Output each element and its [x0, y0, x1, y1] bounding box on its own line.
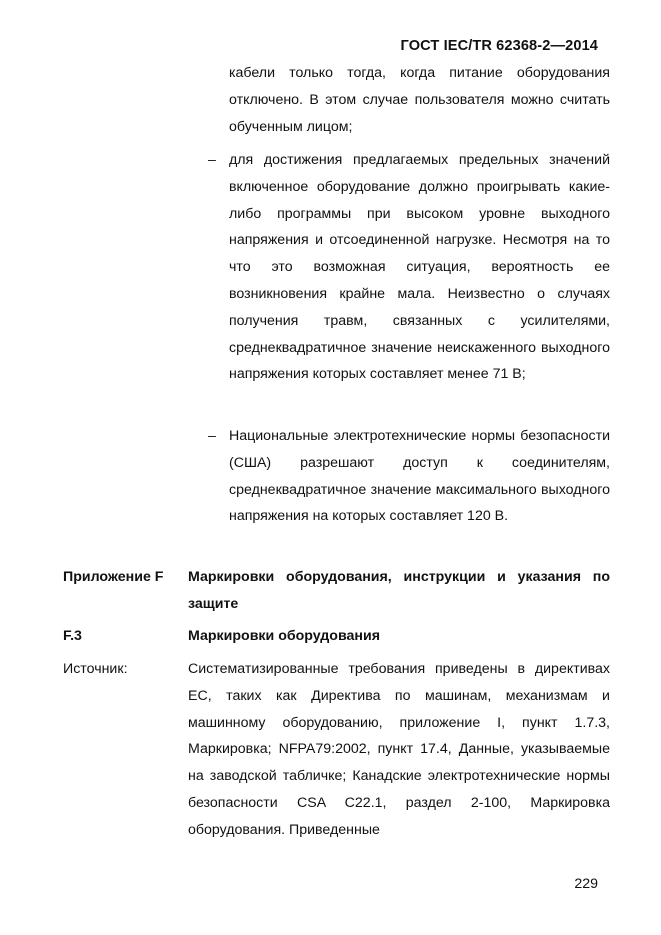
bullet-marker-1: –: [208, 152, 216, 168]
source-label: Источник:: [63, 661, 128, 677]
source-paragraph: Систематизированные требования приведены в директивах ЕС, таких как Директива по машинам, механизмам и машинному оборудованию, приложение I, пункт 1.7.3, Маркировка; NFPA79:2002, пункт 17.4, Данные, указываемые на заводской табличке; Канадские электротехнические нормы безопасности CSA C22.1, раздел 2-100, Маркировка оборудования. Приведенные: [188, 661, 610, 838]
section-label: F.3: [63, 628, 82, 644]
appendix-title: Маркировки оборудования, инструкции и указания по защите: [188, 569, 610, 612]
page-number: 229: [574, 876, 598, 892]
continuation-paragraph: кабели только тогда, когда питание оборудования отключено. В этом случае пользователя можно считать обученным лицом;: [229, 65, 610, 135]
bullet-marker-2: –: [208, 428, 216, 444]
standard-header: ГОСТ IEC/TR 62368-2—2014: [400, 38, 598, 54]
bullet-item-1: для достижения предлагаемых предельных значений включенное оборудование должно проигрывать какие-либо программы при высоком уровне выходного напряжения и отсоединенной нагрузке. Несмотря на то что это возможная ситуация, вероятность ее возникновения крайне мала. Неизвестно о случаях получения травм, связанных с усилителями, среднеквадратичное значение неискаженного выходного напряжения которых составляет менее 71 В;: [229, 152, 610, 383]
section-title: Маркировки оборудования: [188, 628, 380, 644]
appendix-label: Приложение F: [63, 569, 164, 585]
bullet-item-2: Национальные электротехнические нормы безопасности (США) разрешают доступ к соединителям, среднеквадратичное значение максимального выходного напряжения на которых составляет 120 В.: [229, 428, 610, 525]
